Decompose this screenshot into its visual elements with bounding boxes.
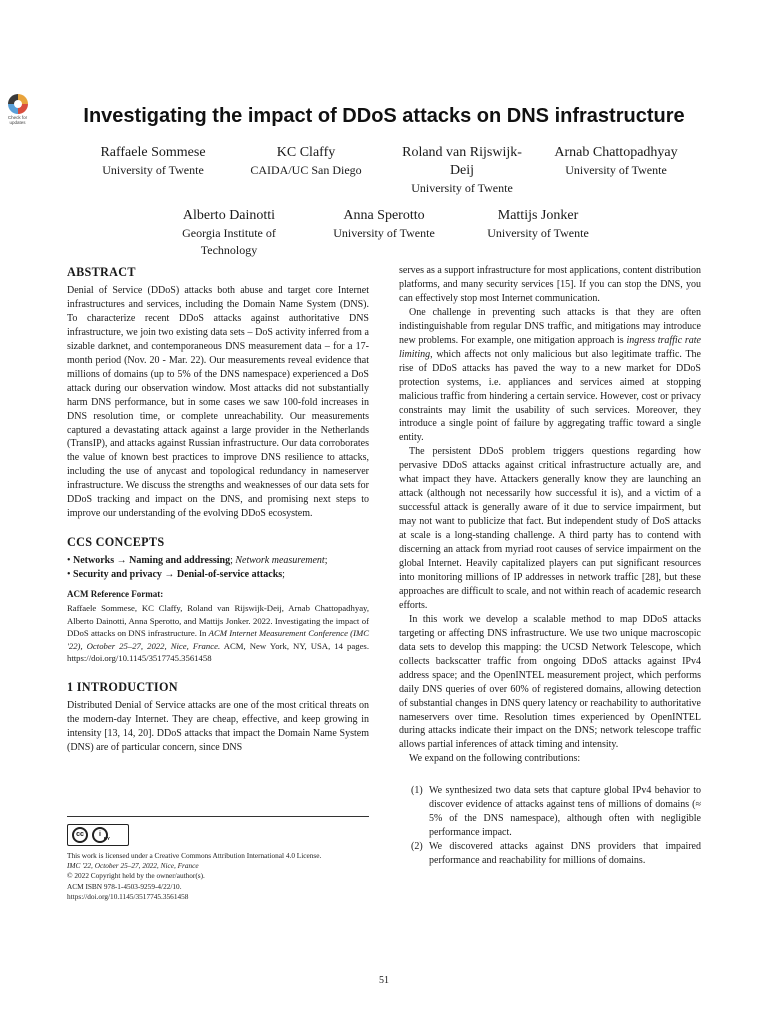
attribution-icon: i bbox=[92, 827, 108, 843]
abstract-text: Denial of Service (DDoS) attacks both abuse and target core Internet infrastructures and services, including the Domain Name System (DNS). To characterize recent DDoS attacks against authoritative DNS infrastructure, we join two existing data sets – DoS activity inferred from a sizable darknet, and contemporaneous DNS measurement data – for a 17-month period (Nov. 20 - Mar. 22). Our measurements reveal evidence that millions of domains (up to 5% of the DNS namespace) experienced a DoS attack during our observation window. Most attacks did not substantially harm DNS performance, but in some cases we saw 100-fold increases in DNS resolution time, or complete unreachability. Our measurements captured a devastating attack against a large provider in the Netherlands (TransIP), and attacks against Russian infrastructure. Our data corroborates the value of known best practices to improve DNS resilience to attacks, including the use of anycast and topological redundancy in nameserver infrastructure. We discuss the strengths and weaknesses of our data sets for DDoS tracking and impact on the DNS, and promising next steps to improve our understanding of the evolving DDoS ecosystem. bbox=[67, 285, 369, 520]
author-name: Anna Sperotto bbox=[343, 208, 425, 223]
emphasis: ingress traffic rate limiting bbox=[399, 334, 701, 360]
ccs-item bbox=[67, 568, 369, 582]
paragraph: The persistent DDoS problem triggers questions regarding how pervasive DDoS attacks against critical infrastructure actually are, and what impact they have. Attackers generally know they are launching an attack (although not necessarily how successful it is), and a victim of a successful attack is generally aware of it due to service impairment, but may not want to publicize that fact. But independent study of DoS attacks at scale is a long-standing challenge. A third party has to contend with discerning an attack from myriad root causes of service impairment on the global Internet. Heavily capitalized players can put significant resources into monitoring millions of IP addresses in network traffic [28], but these approaches are difficult to scale, and not within reach of academic research efforts. bbox=[399, 446, 701, 611]
crossmark-icon bbox=[8, 94, 28, 114]
ccs-heading: CCS CONCEPTS bbox=[67, 535, 165, 550]
conference-line bbox=[67, 861, 369, 871]
ccs-subconcept: Network measurement bbox=[235, 555, 325, 567]
author-block bbox=[320, 207, 448, 242]
acm-ref-pre: Raffaele Sommese, KC Claffy, Roland van Rijswijk-Deij, Arnab Chattopadhyay, Alberto Dainotti, Anna Sperotto, and Mattijs Jonker. 2022. Investigating the impact of DDoS attacks on DNS infrastructure. In bbox=[67, 603, 369, 639]
ccs-list bbox=[67, 554, 369, 582]
ccs-sep: ; bbox=[282, 569, 285, 581]
list-item bbox=[399, 840, 701, 868]
list-number: (1) bbox=[411, 785, 423, 797]
conference-text: IMC '22, October 25–27, 2022, Nice, France bbox=[67, 861, 199, 871]
footnote-separator bbox=[67, 816, 369, 817]
paragraph-text: , which affects not only malicious but also legitimate traffic. The rise of DDoS attacks has paved the way to a new market for DDoS protection systems, i.e. appliances and services aimed at stopping malicious traffic from hindering a certain service. However, cost or privacy constraints may limit the usability of such services. Moreover, they introduce a single point of failure by aggregating traffic toward a single entity. bbox=[399, 348, 701, 444]
cc-by-license-icon[interactable] bbox=[67, 824, 129, 846]
acm-ref-venue: ACM Internet Measurement Conference (IMC '22), October 25–27, 2022, Nice, France. bbox=[67, 628, 369, 651]
copyright-line: © 2022 Copyright held by the owner/author(s). bbox=[67, 871, 205, 881]
bullet: • bbox=[67, 569, 71, 581]
bullet: • bbox=[67, 555, 71, 567]
author-name: Raffaele Sommese bbox=[100, 145, 206, 160]
paper-title: Investigating the impact of DDoS attacks on DNS infrastructure bbox=[83, 105, 685, 127]
acm-ref-post: ACM, New York, NY, USA, 14 pages. https://doi.org/10.1145/3517745.3561458 bbox=[67, 640, 369, 664]
list-item bbox=[399, 784, 701, 840]
license-text: This work is licensed under a Creative Commons Attribution International 4.0 License. bbox=[67, 851, 322, 860]
badge-label: Check for updates bbox=[7, 115, 28, 125]
paragraph-text: One challenge in preventing such attacks is that they are often indistinguishable from regular DNS traffic, and mitigations may introduce new problems. For example, one mitigation approach is bbox=[399, 306, 701, 346]
ccs-end: ; bbox=[324, 555, 328, 567]
list-number: (2) bbox=[411, 841, 423, 853]
author-name: Mattijs Jonker bbox=[497, 208, 579, 223]
right-column bbox=[399, 264, 701, 868]
author-block bbox=[236, 144, 376, 179]
author-block bbox=[88, 144, 218, 179]
paragraph bbox=[399, 306, 701, 446]
author-affiliation: University of Twente bbox=[333, 226, 435, 240]
abstract-heading: ABSTRACT bbox=[67, 265, 136, 279]
ccs-concept: Security and privacy → Denial-of-service attacks bbox=[73, 569, 283, 581]
author-affiliation: University of Twente bbox=[411, 181, 513, 195]
doi-link[interactable]: https://doi.org/10.1145/3517745.3561458 bbox=[67, 891, 189, 901]
cc-icon: cc bbox=[72, 827, 88, 843]
author-name: Arnab Chattopadhyay bbox=[554, 145, 678, 160]
author-block bbox=[168, 207, 290, 259]
left-column bbox=[67, 264, 369, 755]
ccs-concept: Networks → Naming and addressing bbox=[73, 555, 231, 567]
author-name: KC Claffy bbox=[276, 145, 336, 160]
paragraph: In this work we develop a scalable method to map DDoS attacks targeting or affecting DNS infrastructure. We use two unique macroscopic data sets to develop this mapping: the UCSD Network Telescope, which collects backscatter traffic from ongoing DDoS attacks against IPv4 address space; and the OpenINTEL measurement project, which performs daily DNS queries of over 60% of registered domains, allowing detection of substantial changes in DNS query latency or reachability to authoritative nameservers over time. Resolution times experienced by OpenINTEL during attacks indicate their impact on the DNS; network telescope traffic allows partial inferences of attack timing and intensity. bbox=[399, 613, 701, 751]
author-affiliation: CAIDA/UC San Diego bbox=[250, 163, 362, 177]
author-block bbox=[398, 144, 526, 197]
intro-paragraph: Distributed Denial of Service attacks are one of the most critical threats on the modern-day Internet. They are cheap, effective, and keep growing in intensity [13, 14, 20]. DDoS attacks that impact the Domain Name System (DNS) are of particular concern, since DNS bbox=[67, 700, 369, 753]
paragraph: We expand on the following contributions: bbox=[409, 753, 581, 765]
author-affiliation: University of Twente bbox=[487, 226, 589, 240]
page-number: 51 bbox=[379, 975, 389, 986]
author-affiliation: University of Twente bbox=[565, 163, 667, 177]
author-name: Roland van Rijswijk-Deij bbox=[402, 145, 522, 178]
author-name: Alberto Dainotti bbox=[182, 208, 276, 223]
check-for-updates-badge[interactable] bbox=[2, 94, 33, 128]
list-text: We discovered attacks against DNS providers that impaired performance and reachability for millions of domains. bbox=[429, 841, 701, 867]
author-block bbox=[474, 207, 602, 242]
author-affiliation: Georgia Institute of Technology bbox=[182, 226, 276, 257]
author-block bbox=[540, 144, 692, 179]
paragraph: serves as a support infrastructure for most applications, content distribution platforms, and many security services [15]. If you can stop the DNS, you can effectively stop most Internet communication. bbox=[399, 265, 701, 304]
intro-heading: 1 INTRODUCTION bbox=[67, 680, 178, 695]
author-affiliation: University of Twente bbox=[102, 163, 204, 177]
ccs-item bbox=[67, 554, 369, 568]
acm-ref-text bbox=[67, 602, 369, 665]
contributions-list bbox=[399, 784, 701, 868]
by-label: BY bbox=[103, 835, 110, 841]
acm-ref-heading: ACM Reference Format: bbox=[67, 589, 164, 600]
license-block bbox=[67, 816, 369, 902]
list-text: We synthesized two data sets that capture global IPv4 behavior to discover evidence of attacks against tens of millions of domains (≈ 5% of the DNS namespace), although often with negligible performance impact. bbox=[429, 785, 701, 839]
ccs-sep: ; bbox=[230, 555, 236, 567]
isbn-line: ACM ISBN 978-1-4503-9259-4/22/10. bbox=[67, 881, 182, 891]
